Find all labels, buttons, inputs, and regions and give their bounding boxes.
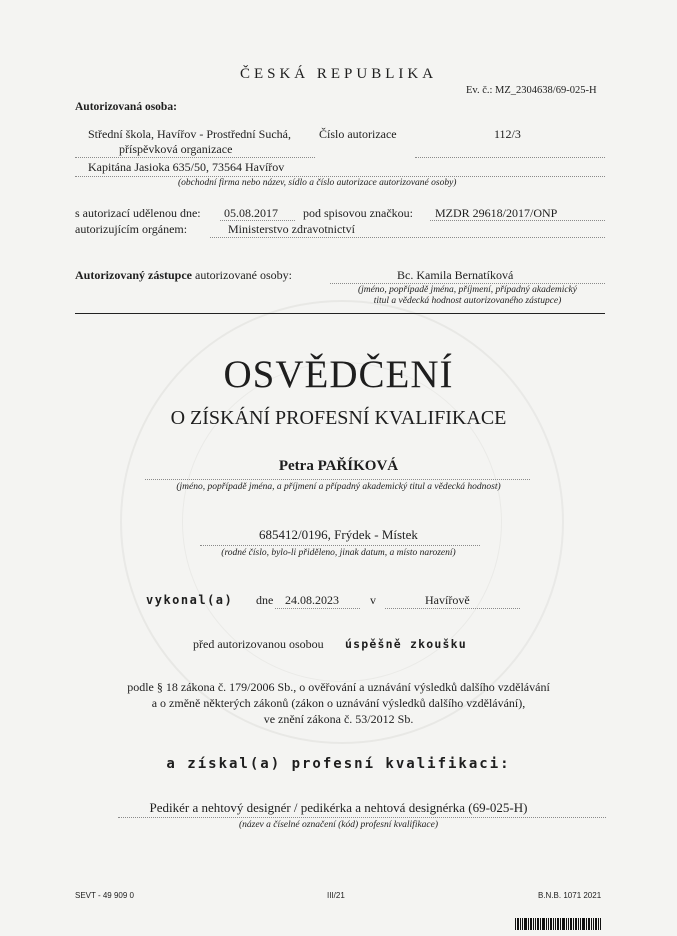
authority-name: Ministerstvo zdravotnictví	[228, 222, 355, 236]
holder-name-caption: (jméno, popřípadě jména, a příjmení a případný akademický titul a vědecká hodnost)	[176, 482, 501, 492]
legal-line2: a o změně některých zákonů (zákon o uznávání výsledků dalšího vzdělávání),	[151, 696, 526, 710]
authority-label: autorizujícím orgánem:	[75, 222, 188, 236]
exam-result: úspěšně zkoušku	[345, 637, 467, 651]
exam-date: 24.08.2023	[285, 593, 339, 607]
exam-place-label: v	[370, 593, 376, 607]
dotted-line	[145, 479, 530, 480]
dotted-line	[200, 545, 480, 546]
qualification-name: Pedikér a nehtový designér / pedikérka a nehtová designérka (69-025-H)	[149, 800, 528, 815]
barcode	[515, 918, 621, 930]
authorized-person-name-line1: Střední škola, Havířov - Prostřední Suchá,	[88, 127, 291, 141]
authorized-person-caption: (obchodní firma nebo název, sídlo a číslo autorizace autorizované osoby)	[178, 178, 457, 188]
dotted-line	[75, 157, 315, 158]
country-heading: ČESKÁ REPUBLIKA	[239, 66, 438, 82]
certificate-subtitle: O ZÍSKÁNÍ PROFESNÍ KVALIFIKACE	[170, 407, 507, 429]
holder-name	[0, 458, 677, 475]
exam-date-label: dne	[256, 593, 274, 607]
printer-code: B.N.B. 1071 2021	[538, 891, 602, 900]
granted-label: s autorizací udělenou dne:	[75, 206, 201, 220]
dotted-line	[330, 283, 605, 284]
representative-caption-line1: (jméno, popřípadě jména, příjmení, případný akademický	[358, 285, 577, 295]
dotted-line	[415, 157, 605, 158]
exam-before-text: před autorizovanou osobou	[193, 637, 324, 651]
dotted-line	[430, 220, 605, 221]
dotted-line	[220, 220, 295, 221]
authorized-person-label: Autorizovaná osoba:	[75, 101, 177, 113]
dotted-line	[75, 176, 605, 177]
holder-first-name: Petra	[278, 458, 314, 474]
authorization-number-label: Číslo autorizace	[319, 127, 397, 141]
qualification-caption: (název a číselné označení (kód) profesní kvalifikace)	[238, 820, 439, 830]
dotted-line	[275, 608, 360, 609]
qualification-heading: a získal(a) profesní kvalifikaci:	[166, 756, 511, 772]
exam-performed-label: vykonal(a)	[146, 593, 234, 607]
form-code: SEVT - 49 909 0	[75, 891, 134, 900]
holder-last-name: PAŘÍKOVÁ	[317, 458, 399, 474]
authorized-person-address: Kapitána Jasioka 635/50, 73564 Havířov	[88, 160, 285, 174]
legal-line3: ve znění zákona č. 53/2012 Sb.	[263, 712, 414, 726]
dotted-line	[385, 608, 520, 609]
authorization-number: 112/3	[494, 127, 521, 141]
file-number: MZDR 29618/2017/ONP	[435, 206, 558, 220]
granted-date: 05.08.2017	[224, 206, 278, 220]
certificate-title: OSVĚDČENÍ	[223, 353, 454, 396]
exam-place: Havířově	[425, 593, 470, 607]
legal-line1: podle § 18 zákona č. 179/2006 Sb., o ověřování a uznávání výsledků dalšího vzdělávání	[127, 680, 550, 694]
dotted-line	[118, 817, 606, 818]
section-divider	[75, 313, 605, 314]
form-number: III/21	[327, 891, 345, 900]
evidence-number: Ev. č.: MZ_2304638/69-025-H	[466, 85, 597, 96]
representative-label	[75, 268, 292, 283]
holder-birth-caption: (rodné číslo, bylo-li přiděleno, jinak datum, a místo narození)	[221, 548, 456, 558]
representative-caption-line2: titul a vědecká hodnost autorizovaného zástupce)	[373, 296, 562, 306]
holder-birth: 685412/0196, Frýdek - Místek	[259, 527, 418, 542]
representative-name: Bc. Kamila Bernatíková	[397, 268, 514, 282]
dotted-line	[210, 237, 605, 238]
representative-label-rest: autorizované osoby:	[195, 268, 292, 282]
authorized-person-name-line2: příspěvková organizace	[119, 142, 233, 156]
file-number-label: pod spisovou značkou:	[303, 206, 413, 220]
representative-label-bold: Autorizovaný zástupce	[75, 268, 192, 282]
